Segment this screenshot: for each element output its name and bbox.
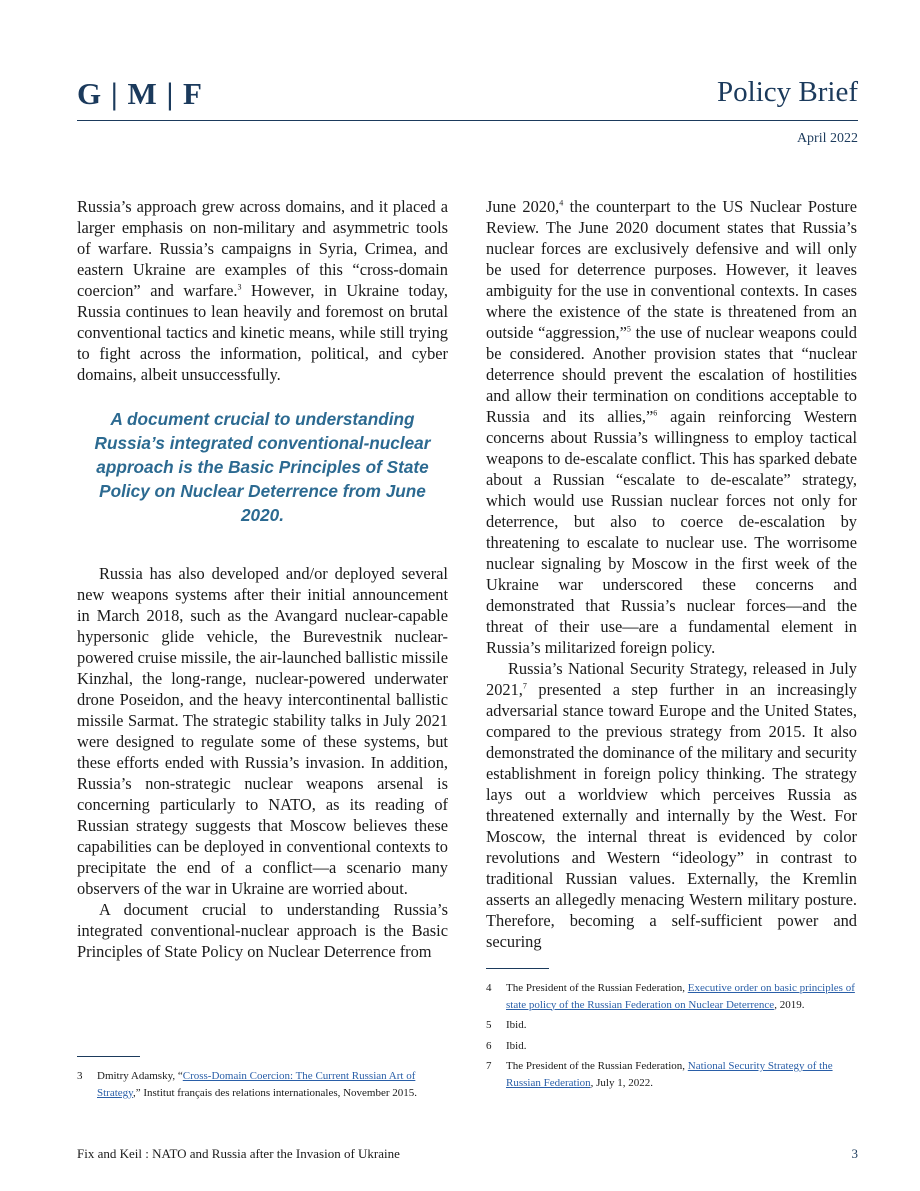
left-column — [77, 196, 448, 962]
paragraph: A document crucial to understanding Russia’s integrated conventional-nuclear approach is the Basic Principles of State Policy on Nuclear Deterrence from — [77, 900, 448, 961]
footnote: 3 Dmitry Adamsky, “Cross-Domain Coercion: The Current Russian Art of Strategy,” Institut français des relations internationales, November 2015. — [77, 1070, 418, 1099]
footnote: 5 Ibid. — [486, 1019, 527, 1031]
footnote: 6 Ibid. — [486, 1039, 527, 1052]
footnote-divider — [486, 968, 549, 969]
footnote-ref[interactable]: 5 — [626, 324, 631, 334]
paragraph: Russia’s approach grew across domains, and it placed a larger emphasis on non-military and asymmetric tools of warfare. Russia’s campaigns in Syria, Crimea, and eastern Ukraine are examples of this “cross-domain coercion” and warfare.$^3$ However, in Ukraine today, Russia continues to lean heavily and foremost on brutal conventional tactics and kinetic means, while still trying to fight across the information, political, and cyber domains, albeit unsuccessfully. — [77, 197, 448, 384]
footnotes-right — [486, 980, 856, 1095]
publication-date: April 2022 — [796, 131, 858, 146]
footnote-link[interactable]: Cross-Domain Coercion: The Current Russian Art of Strategy — [97, 1070, 416, 1099]
page-number: 3 — [851, 1146, 858, 1161]
footer-citation: Fix and Keil : NATO and Russia after the Invasion of Ukraine — [77, 1146, 400, 1161]
footnote-link[interactable]: National Security Strategy of the Russian Federation — [506, 1060, 833, 1089]
paragraph: Russia has also developed and/or deployed several new weapons systems after their initial announcement in March 2018, such as the Avangard nuclear-capable hypersonic glide vehicle, the Burevestnik nuclear-powered cruise missile, the air-launched ballistic missile Kinzhal, the long-range, nuclear-powered underwater drone Poseidon, and the heavy intercontinental ballistic missile Sarmat. The strategic stability talks in July 2021 were designed to regulate some of these systems, but these efforts ended with Russia’s invasion. In addition, Russia’s non-strategic nuclear weapons arsenal is concerning particularly to NATO, as its reading of Russian strategy suggests that Moscow believes these capabilities can be deployed in conventional contexts to precipitate the end of a conflict—a scenario many observers of the war in Ukraine are worried about. — [77, 564, 448, 898]
footnote-ref[interactable]: 6 — [653, 408, 658, 418]
right-column — [486, 196, 857, 952]
document-type-title: Policy Brief — [717, 76, 858, 108]
footnote-divider — [77, 1056, 140, 1057]
header-divider — [77, 120, 858, 121]
footnotes-left — [77, 1068, 447, 1105]
footnote-ref[interactable]: 7 — [522, 681, 527, 691]
footnote-ref[interactable]: 4 — [559, 198, 564, 208]
gmf-logo: G | M | F — [77, 76, 203, 111]
footnote: 4 The President of the Russian Federation, Executive order on basic principles of state policy of the Russian Federation on Nuclear Deterrence, 2019. — [486, 982, 855, 1011]
pull-quote: A document crucial to understanding Russia’s integrated conventional-nuclear approach is the Basic Principles of State Policy on Nuclear Deterrence from June 2020. — [94, 409, 431, 525]
footnote-link[interactable]: Executive order on basic principles of state policy of the Russian Federation on Nuclear Deterrence — [506, 982, 855, 1011]
paragraph: Russia’s National Security Strategy, released in July 2021,$^7$ presented a step further in an increasingly adversarial stance toward Europe and the United States, compared to the previous strategy from 2015. It also demonstrated the dominance of the military and security establishment in foreign policy thinking. The strategy lays out a worldview which perceives Russia as threatened externally and internally by the West. For Moscow, the internal threat is evidenced by color revolutions and Western “ideology” in contrast to traditional Russian values. Externally, the Kremlin asserts an allegedly menacing Western military posture. Therefore, becoming a self-sufficient power and securing — [486, 659, 857, 951]
footnote: 7 The President of the Russian Federation, National Security Strategy of the Russian Federation, July 1, 2022. — [486, 1060, 833, 1089]
footnote-ref[interactable]: 3 — [237, 282, 242, 292]
paragraph: June 2020,$^4$ the counterpart to the US Nuclear Posture Review. The June 2020 document states that Russia’s nuclear forces are exclusively defensive and will only be used for deterrence purposes. However, it leaves ambiguity for the use in conventional contexts. In cases where the existence of the state is threatened from an outside “aggression,”$^5$ the use of nuclear weapons could be considered. Another provision states that “nuclear deterrence should prevent the escalation of hostilities and allow their termination on conditions acceptable to Russia and its allies,”$^6$ again reinforcing Western concerns about Russia’s willingness to employ tactical weapons to de-escalate conflict. This has sparked debate about a Russian “escalate to de-escalate” strategy, which would use Russian nuclear forces not only for deterrence, but also to coerce de-escalation by threatening to escalate to nuclear use. The worrisome nuclear signaling by Moscow in the first week of the Ukraine war underscored these concerns and demonstrated that Russia’s nuclear forces—and the threat of their use—are a fundamental element in Russia’s militarized foreign policy. — [486, 197, 857, 657]
